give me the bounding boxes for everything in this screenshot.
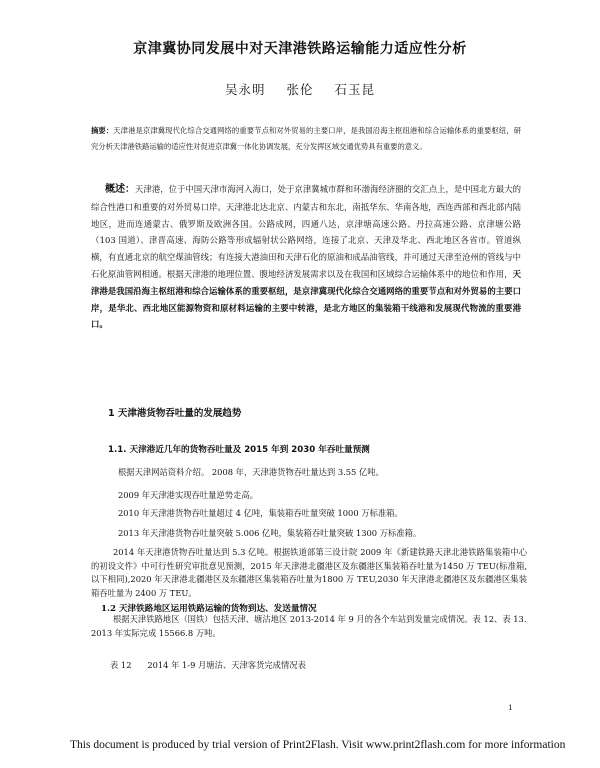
overview-bold-text: 天津港是我国沿海主枢纽港和综合运输体系的重要枢纽，是京津冀现代化综合交通网络的重要节点和对外贸易的主要口岸，是华北、西北地区能源物资和原材料运输的主要中转港，是北方地区的集装箱干线港和发展现代物流的重要港口。 bbox=[91, 268, 521, 330]
body-paragraph: 根据天津网站资料介绍。 2008 年，天津港货物吞吐量达到 3.55 亿吨。 bbox=[118, 467, 384, 477]
abstract bbox=[91, 123, 521, 154]
table-caption: 表 12 2014 年 1-9 月塘沽、天津客货完成情况表 bbox=[110, 660, 306, 670]
overview-text: 天津港，位于中国天津市海河入海口，处于京津冀城市群和环渤海经济圈的交汇点上，是中国北方最大的综合性港口和重要的对外贸易口岸。天津港北达北京、内蒙古和东北，南抵华东、华南各地，西连西部和西北部内陆地区，进而连通蒙古、俄罗斯及欧洲各国。公路成网，四通八达，京津塘高速公路、丹拉高速公路、京津塘公路（103 国道）、津晋高速、海防公路等形成辐射状公路网络，连接了北京、天津及华北、西北地区各省市。管道纵横，有直通北京的航空煤油管线；有连接大港油田和天津石化的原油和成品油管线，并可通过天津至沧州的管线与中石化原油管网相通。根据天津港的地理位置、腹地经济发展需求以及在我国和区域综合运输体系中的地位和作用， bbox=[91, 184, 521, 279]
paper-title: 京津冀协同发展中对天津港铁路运输能力适应性分析 bbox=[133, 41, 467, 57]
section-heading-1: 1 天津港货物吞吐量的发展趋势 bbox=[108, 408, 242, 419]
page-number: 1 bbox=[508, 703, 513, 712]
author: 石玉昆 bbox=[334, 82, 375, 97]
body-paragraph: 2009 年天津港实现吞吐量逆势走高。 bbox=[118, 490, 258, 500]
author: 张伦 bbox=[286, 82, 314, 97]
abstract-text: 天津港是京津冀现代化综合交通网络的重要节点和对外贸易的主要口岸，是我国沿海主枢纽港和综合运输体系的重要枢纽，研究分析天津港铁路运输的适应性对促进京津冀一体化协调发展，充分发挥区域交通优势具有重要的意义。 bbox=[91, 126, 521, 151]
trial-watermark: This document is produced by trial version of Print2Flash. Visit www.print2flash.com for more information bbox=[70, 739, 566, 751]
paragraph-s12-text: 根据天津铁路地区（国铁）包括天津、塘沽地区 2013-2014 年 9 月的各个车站到发量完成情况。表 12、表 13. 2013 年实际完成 15566.8 万吨。 bbox=[91, 614, 527, 638]
author: 吴永明 bbox=[224, 82, 266, 97]
body-paragraph: 2010 年天津港货物吞吐量超过 4 亿吨，集装箱吞吐量突破 1000 万标准箱。 bbox=[118, 508, 403, 518]
body-paragraph: 2013 年天津港货物吞吐量突破 5.006 亿吨，集装箱吞吐量突破 1300 万标准箱。 bbox=[118, 528, 422, 538]
body-paragraph-s12 bbox=[91, 613, 527, 640]
overview-paragraph bbox=[91, 181, 521, 333]
paragraph-2014-text: 2014 年天津港货物吞吐量达到 5.3 亿吨。根据铁道部第三设计院 2009 年《新建铁路天津北港铁路集装箱中心的初设文件》中可行性研究审批意见预测，2015 年天津港北疆港区及东疆港区集装箱吞吐量为1450 万 TEU(标准箱,以下相同),2020 年天津港北疆港区及东疆港区集装箱吞吐量为1800 万 TEU,2030 年天津港北疆港区及东疆港区集装箱吞吐量为 2400 万 TEU。 bbox=[91, 547, 527, 598]
body-paragraph-2014 bbox=[91, 546, 527, 600]
overview-label: 概述： bbox=[105, 184, 136, 195]
section-heading-1-1: 1.1. 天津港近几年的货物吞吐量及 2015 年到 2030 年吞吐量预测 bbox=[108, 445, 370, 455]
author-list bbox=[0, 80, 600, 98]
abstract-label: 摘要： bbox=[91, 126, 114, 135]
section-heading-1-2: 1.2 天津铁路地区运用铁路运输的货物到达、发送量情况 bbox=[101, 604, 317, 614]
